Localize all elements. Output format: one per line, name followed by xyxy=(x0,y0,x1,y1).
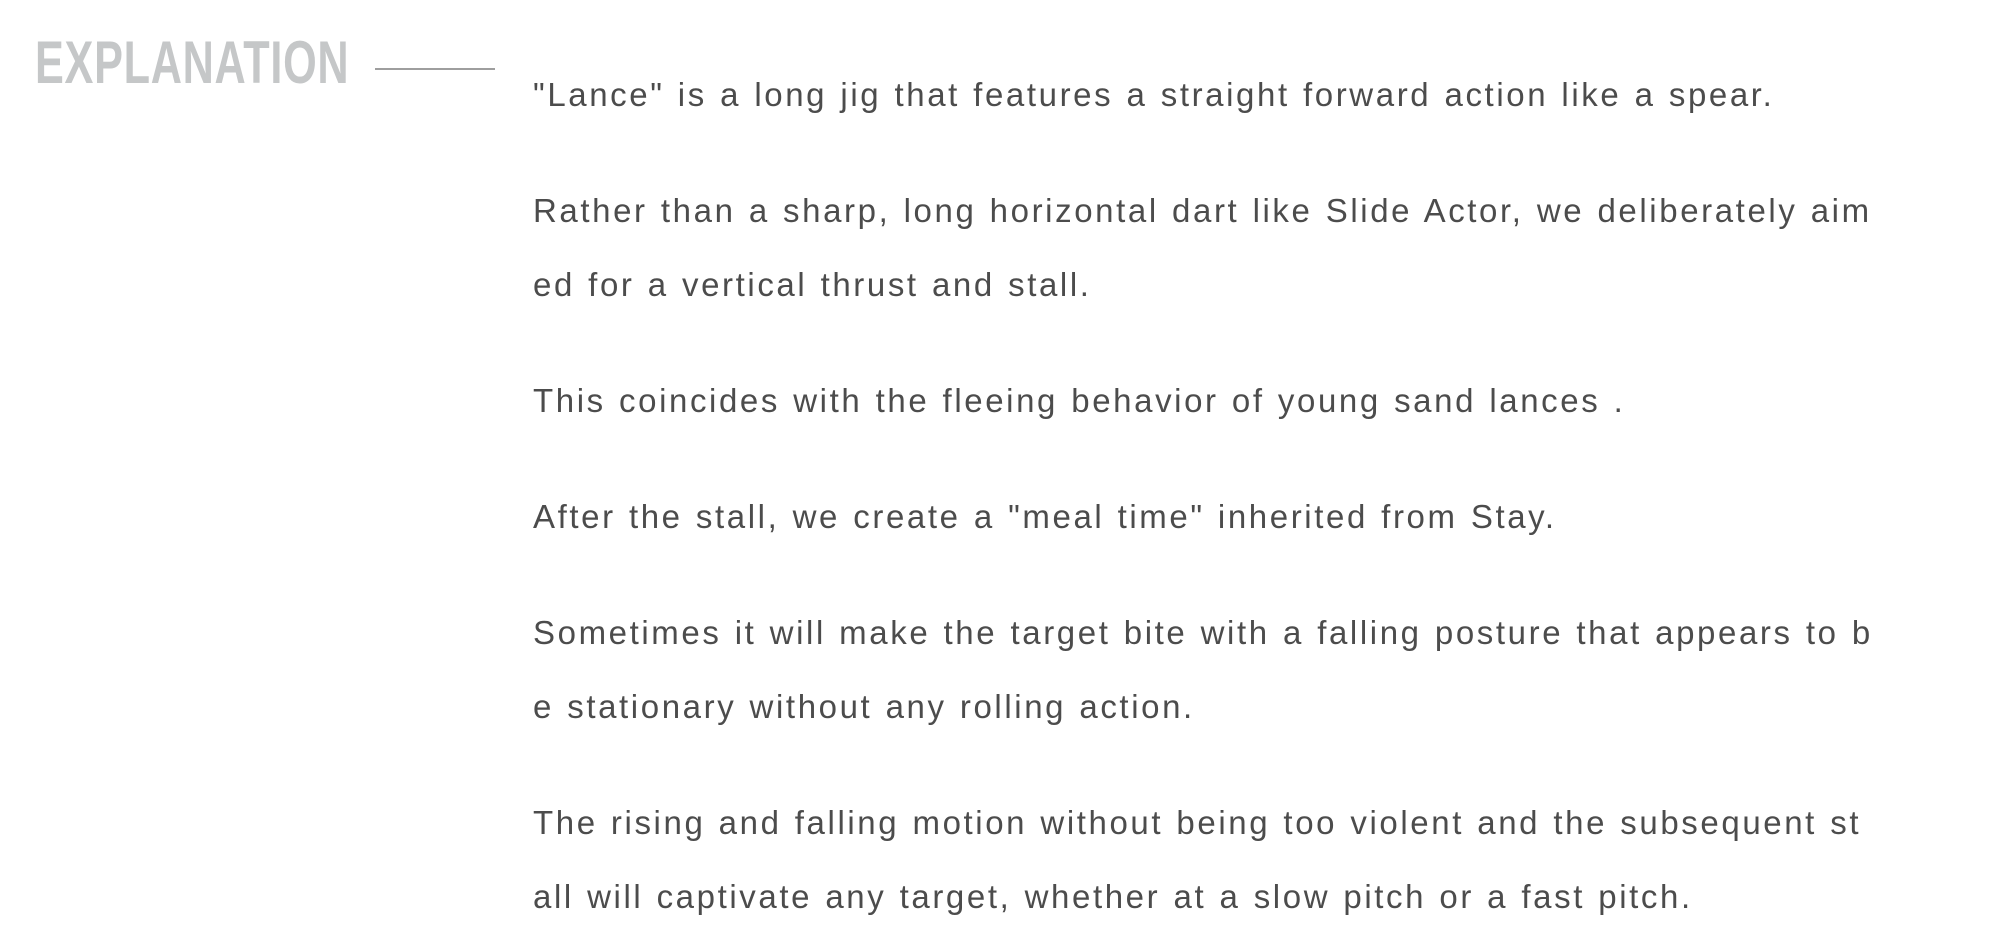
paragraph-line: Rather than a sharp, long horizontal dart like Slide Actor, we deliberately aim xyxy=(533,192,1872,229)
paragraph xyxy=(533,174,1963,322)
paragraph xyxy=(533,364,1963,438)
section-heading: EXPLANATION xyxy=(35,29,350,96)
paragraph-line: This coincides with the fleeing behavior of young sand lances . xyxy=(533,382,1626,419)
explanation-text xyxy=(533,0,1963,934)
paragraph-line: ed for a vertical thrust and stall. xyxy=(533,266,1092,303)
paragraph xyxy=(533,786,1963,934)
heading-column xyxy=(0,0,533,940)
paragraph xyxy=(533,480,1963,554)
paragraph-line: Sometimes it will make the target bite with a falling posture that appears to b xyxy=(533,614,1873,651)
paragraph-line: "Lance" is a long jig that features a straight forward action like a spear. xyxy=(533,76,1775,113)
paragraph-line: all will captivate any target, whether at a slow pitch or a fast pitch. xyxy=(533,878,1693,915)
paragraph-line: After the stall, we create a "meal time" inherited from Stay. xyxy=(533,498,1557,535)
heading-rule xyxy=(375,68,495,70)
paragraph xyxy=(533,596,1963,744)
paragraph xyxy=(533,58,1963,132)
paragraph-line: e stationary without any rolling action. xyxy=(533,688,1195,725)
paragraph-line: The rising and falling motion without being too violent and the subsequent st xyxy=(533,804,1862,841)
